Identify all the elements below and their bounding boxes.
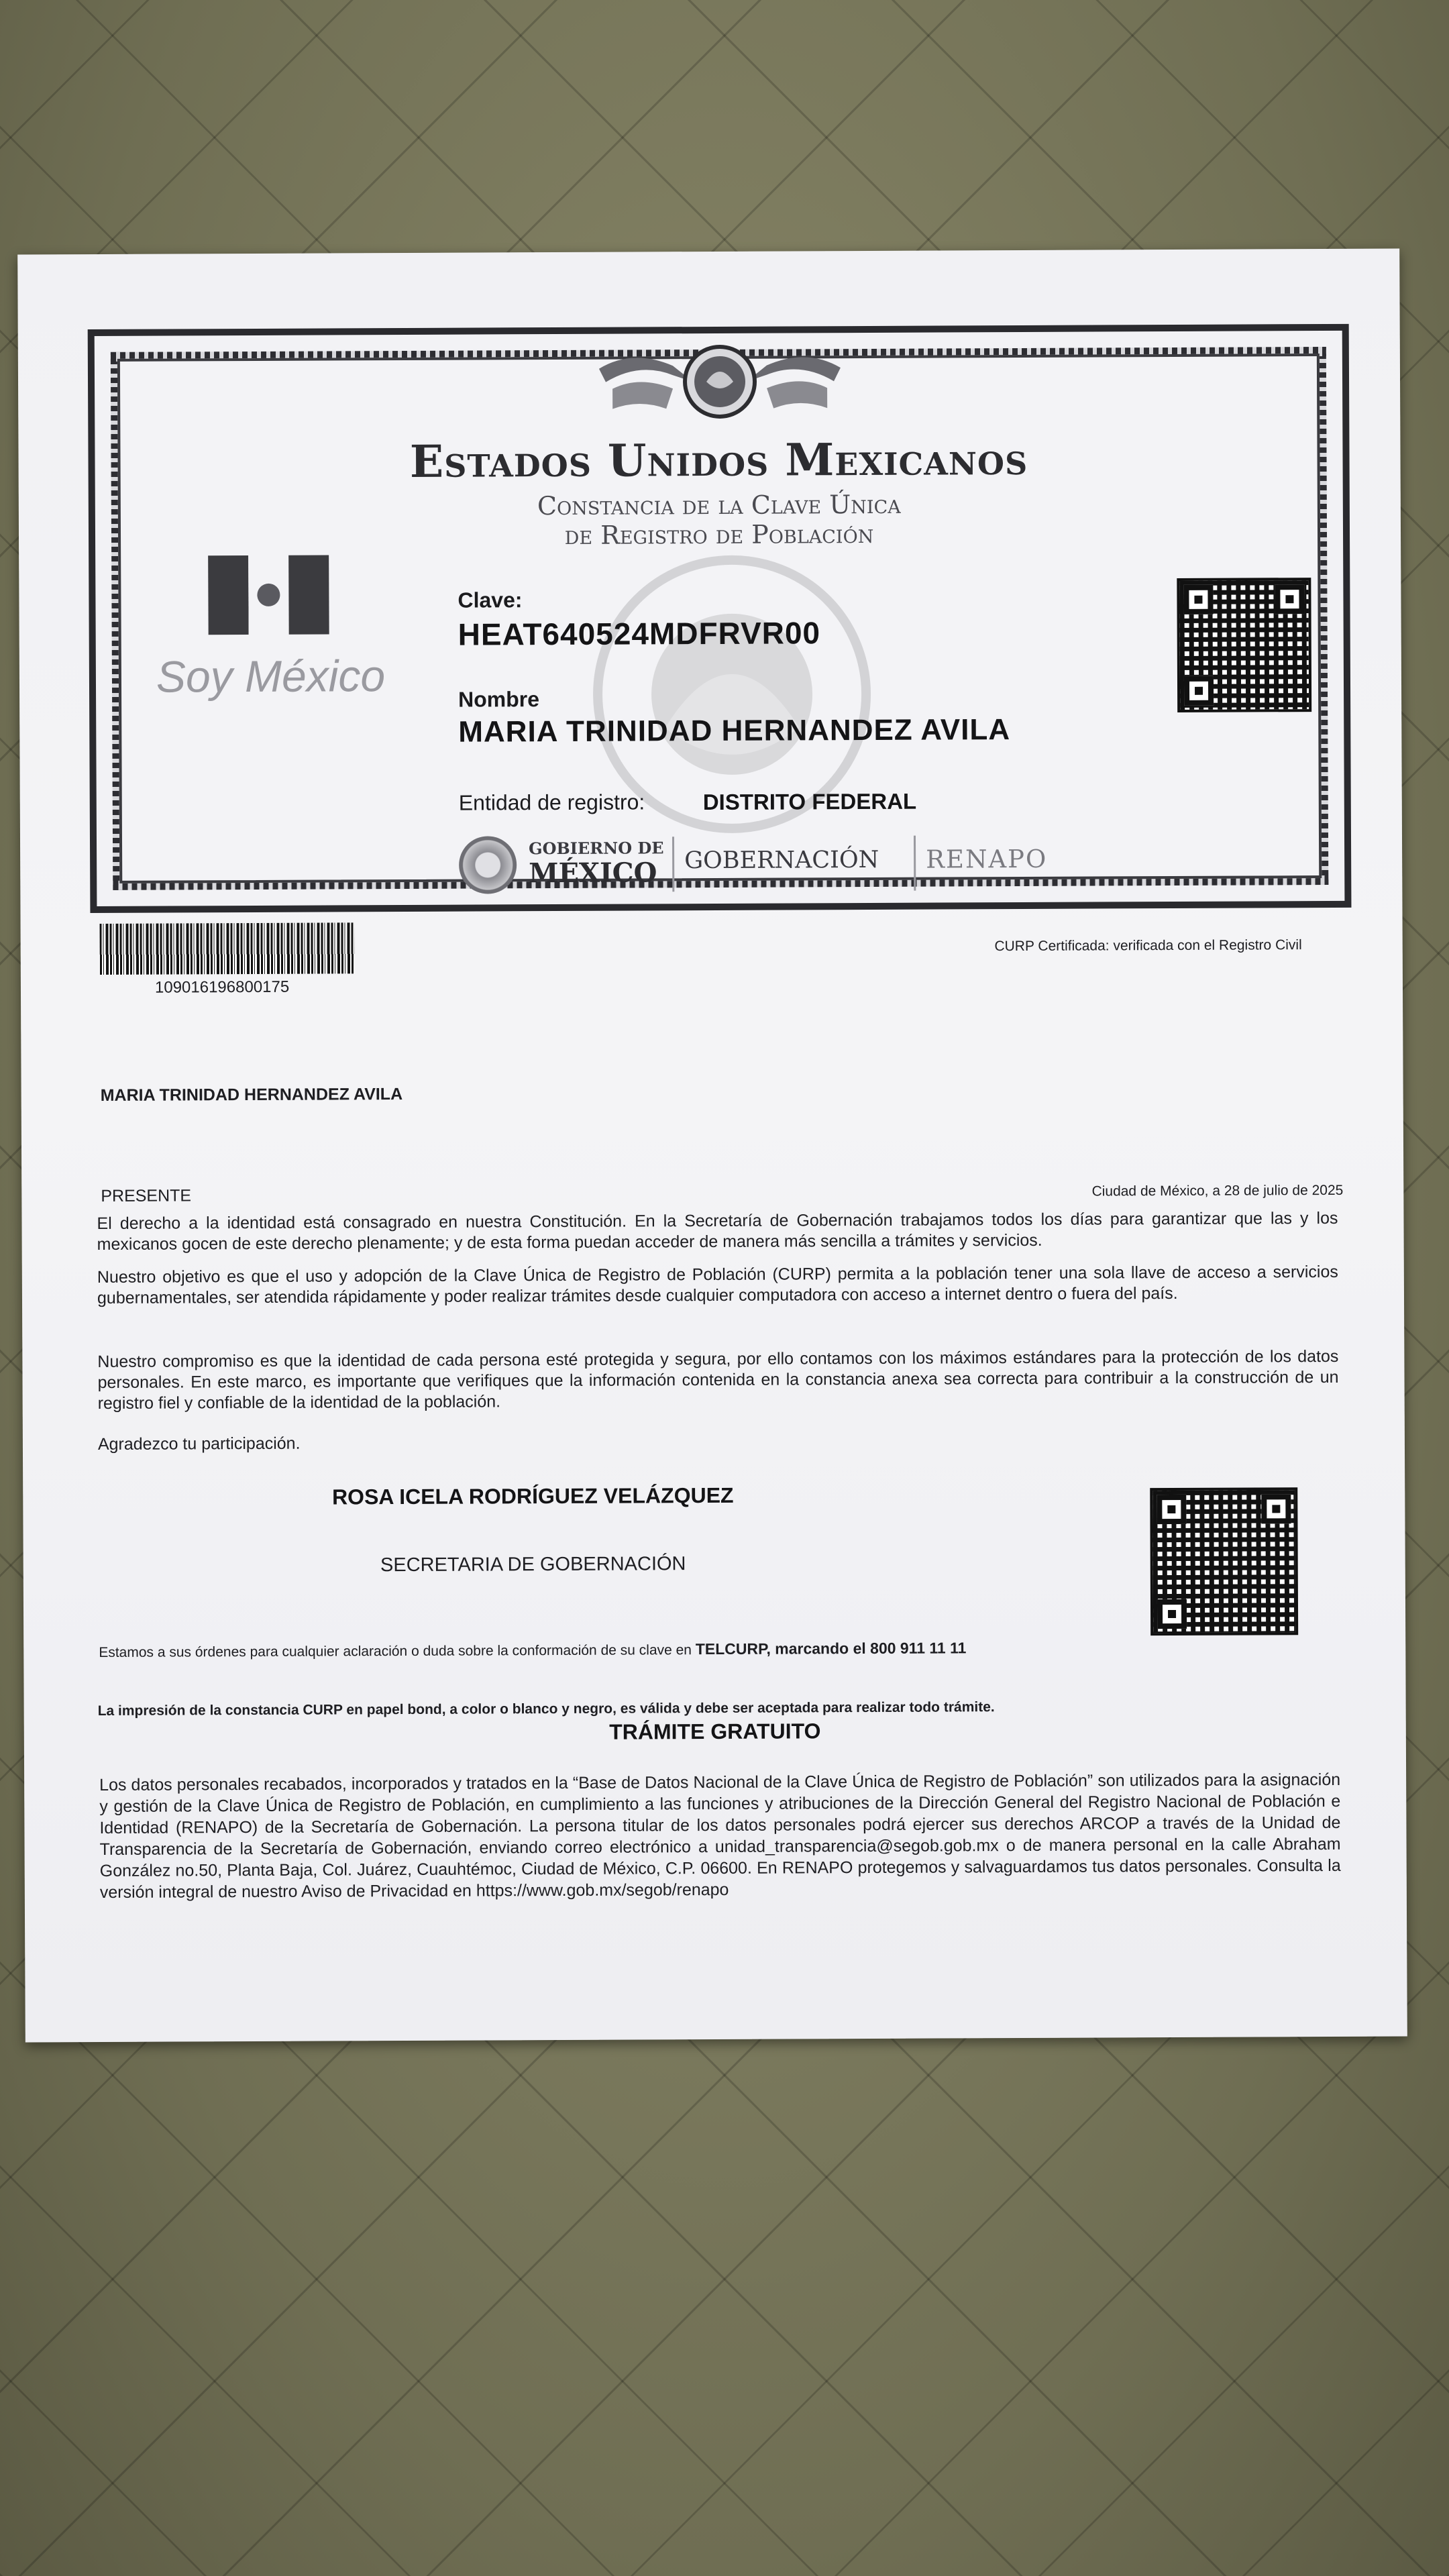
barcode-icon [100,922,355,975]
nombre-value: MARIA TRINIDAD HERNANDEZ AVILA [458,713,1011,749]
renapo-logo: RENAPO [926,844,1048,874]
signer-name: ROSA ICELA RODRÍGUEZ VELÁZQUEZ [331,1483,734,1509]
paragraph-identity: El derecho a la identidad está consagrado en nuestra Constitución. En la Secretaría de Gobernación trabajamos todos los días para garantizar que las y los mexicanos gocen de este derecho plenamente; y de esta forma puedan acceder de manera más sencilla a trámites y servicios. [97,1208,1338,1254]
certificate-frame [88,324,1352,913]
curp-document [17,249,1407,2043]
entidad-label: Entidad de registro: [458,790,645,815]
certified-note: CURP Certificada: verificada con el Registro Civil [994,937,1302,955]
validity-note: La impresión de la constancia CURP en papel bond, a color o blanco y negro, es válida y debe ser aceptada para realizar todo trámite. [97,1699,995,1719]
paragraph-commitment: Nuestro compromiso es que la identidad de cada persona esté protegida y segura, por ello contamos con los máximos estándares para la protección de los datos personales. En este marco, es importante que verifiques que la información contenida en la constancia anexa sea correcta para contribuir a la construcción de un registro fiel y confiable de la identidad de la población. [97,1346,1339,1413]
nombre-label: Nombre [458,687,540,712]
barcode-number: 109016196800175 [154,977,290,997]
paragraph-objective: Nuestro objetivo es que el uso y adopción de la Clave Única de Registro de Población (CURP) permita a la población tener una sola llave de acceso a servicios gubernamentales, ser atendida rápidamente y poder realizar trámites desde cualquier computadora con acceso a internet dentro o fuera del país. [97,1262,1338,1308]
certificate-body [117,354,1322,890]
presente: PRESENTE [101,1186,192,1205]
logo-divider-2 [914,836,916,891]
gobierno-logo-line1: GOBIERNO DE [529,838,664,859]
national-seal-icon [592,341,848,423]
logo-divider [672,837,674,892]
contact-text: Estamos a sus órdenes para cualquier aclaración o duda sobre la conformación de su clave en [99,1642,692,1660]
mexico-flag-icon [208,555,329,635]
document-subtitle-line2: de Registro de Población [564,519,874,550]
privacy-notice: Los datos personales recabados, incorporados y tratados en la “Base de Datos Nacional de la Clave Única de Registro de Población” son utilizados para la asignación y gestión de la Clave Única de Registro de Población, en cumplimiento a las funciones y atribuciones de la Dirección General del Registro Nacional de Población e Identidad (RENAPO) de la Secretaría de Gobernación. La persona titular de los datos personales podrá ejercer sus derechos ARCOP a través de la Unidad de Transparencia de la Secretaría de Gobernación, enviando correo electrónico a unidad_transparencia@segob.gob.mx o de manera personal en la calle Abraham González no.50, Planta Baja, Col. Juárez, Cuauhtémoc, Ciudad de México, C.P. 06600. En RENAPO protegemos y salvaguardamos tus datos personales. Consulta la versión integral de nuestro Aviso de Privacidad en https://www.gob.mx/segob/renapo [99,1770,1341,1902]
thanks-line: Agradezco tu participación. [97,1434,301,1454]
country-title: Estados Unidos Mexicanos [409,432,1028,488]
contact-phone: TELCURP, marcando el 800 911 11 11 [695,1639,967,1658]
free-procedure: TRÁMITE GRATUITO [609,1719,821,1744]
gobierno-logo-line2: MÉXICO [529,857,657,890]
signer-title: SECRETARIA DE GOBERNACIÓN [380,1553,686,1576]
recipient-name: MARIA TRINIDAD HERNANDEZ AVILA [100,1085,403,1105]
contact-line [99,1638,1145,1661]
clave-value: HEAT640524MDFRVR00 [458,615,821,652]
clave-label: Clave: [458,588,523,612]
document-subtitle-line1: Constancia de la Clave Única [537,489,901,521]
signature-qr-code-icon [1150,1487,1298,1635]
gobernacion-logo: GOBERNACIÓN [684,846,879,875]
qr-code-icon [1177,578,1311,712]
entidad-value: DISTRITO FEDERAL [702,788,917,815]
gobierno-seal-icon [459,836,517,894]
soy-mexico-brand: Soy México [156,651,386,702]
place-date: Ciudad de México, a 28 de julio de 2025 [1091,1182,1344,1199]
